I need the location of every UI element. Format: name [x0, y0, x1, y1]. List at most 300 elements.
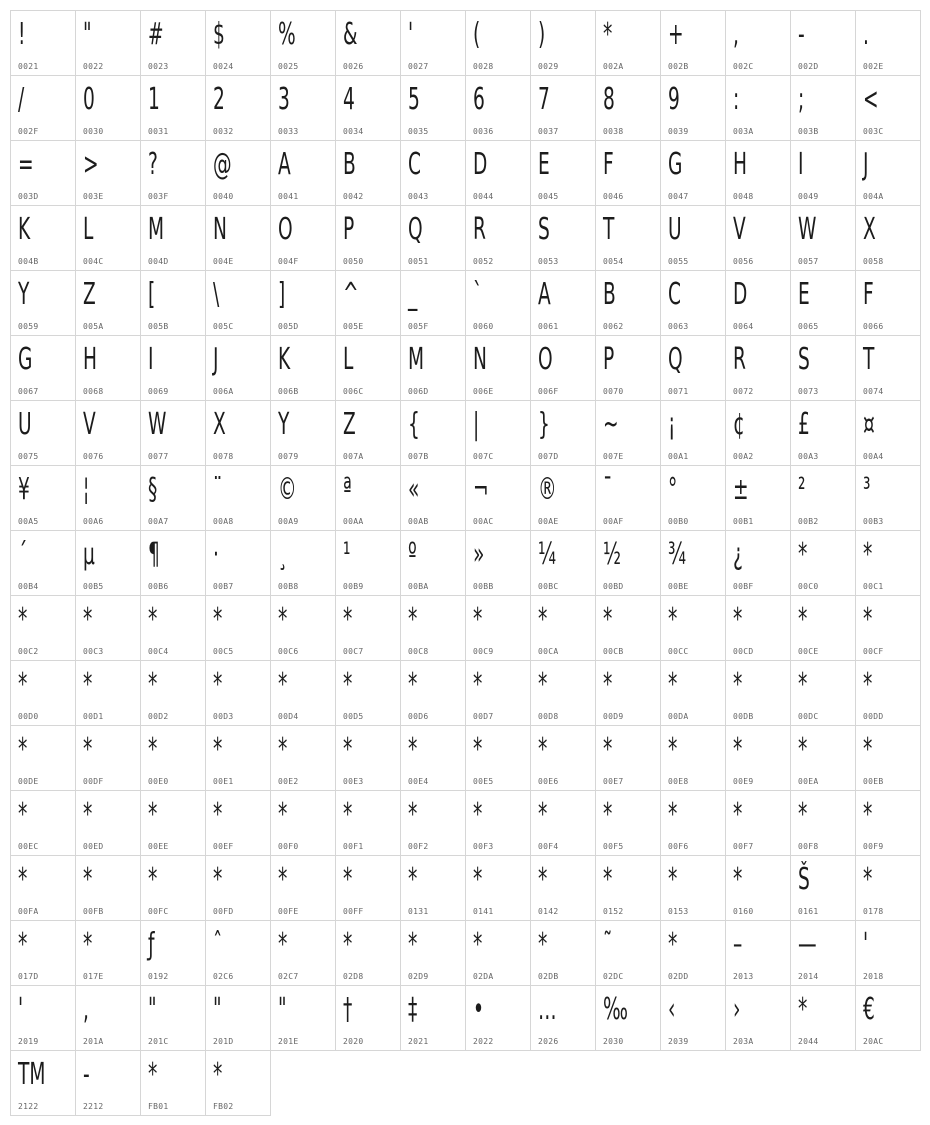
- glyph-sample: *: [18, 667, 28, 702]
- glyph-sample: R: [733, 342, 746, 377]
- glyph-cell: [75, 725, 141, 791]
- glyph-codepoint: 0055: [668, 257, 689, 266]
- glyph-cell: [270, 335, 336, 401]
- glyph-cell: [465, 790, 531, 856]
- glyph-cell: [530, 985, 596, 1051]
- glyph-cell: [140, 790, 206, 856]
- glyph-codepoint: 004B: [18, 257, 39, 266]
- glyph-codepoint: 00A3: [798, 452, 819, 461]
- glyph-sample: 5: [408, 82, 420, 117]
- glyph-codepoint: 0142: [538, 907, 559, 916]
- glyph-sample: *: [18, 732, 28, 767]
- glyph-sample: D: [733, 277, 748, 312]
- glyph-cell: [465, 465, 531, 531]
- glyph-sample: ¥: [18, 472, 30, 507]
- glyph-codepoint: 002F: [18, 127, 39, 136]
- glyph-sample: *: [343, 602, 353, 637]
- glyph-sample: *: [733, 667, 743, 702]
- glyph-sample: (: [473, 17, 481, 52]
- glyph-codepoint: 00BF: [733, 582, 754, 591]
- glyph-cell: [660, 10, 726, 76]
- glyph-codepoint: 0035: [408, 127, 429, 136]
- glyph-sample: *: [408, 927, 418, 962]
- glyph-codepoint: 00D0: [18, 712, 39, 721]
- glyph-codepoint: 02C6: [213, 972, 234, 981]
- glyph-codepoint: 006F: [538, 387, 559, 396]
- glyph-cell: [335, 855, 401, 921]
- glyph-sample: ‡: [408, 992, 418, 1027]
- glyph-cell: [205, 790, 271, 856]
- glyph-codepoint: 2212: [83, 1102, 104, 1111]
- glyph-codepoint: 00F4: [538, 842, 559, 851]
- glyph-cell: [270, 205, 336, 271]
- glyph-sample: ª: [343, 472, 352, 507]
- glyph-sample: *: [83, 797, 93, 832]
- glyph-cell: [10, 400, 76, 466]
- glyph-codepoint: 00F6: [668, 842, 689, 851]
- glyph-codepoint: 00AA: [343, 517, 364, 526]
- glyph-cell: [855, 335, 921, 401]
- glyph-codepoint: 00BD: [603, 582, 624, 591]
- glyph-sample: .: [863, 17, 869, 52]
- glyph-sample: –: [733, 927, 743, 962]
- glyph-cell: [205, 725, 271, 791]
- glyph-codepoint: 00FF: [343, 907, 364, 916]
- glyph-cell: [335, 725, 401, 791]
- glyph-sample: 6: [473, 82, 485, 117]
- glyph-cell: [530, 465, 596, 531]
- glyph-sample: ,: [83, 992, 89, 1027]
- glyph-codepoint: 00C2: [18, 647, 39, 656]
- glyph-sample: ,: [733, 17, 739, 52]
- glyph-codepoint: 0046: [603, 192, 624, 201]
- glyph-sample: \: [213, 277, 220, 312]
- glyph-codepoint: 00D5: [343, 712, 364, 721]
- glyph-cell: [205, 660, 271, 726]
- glyph-cell: [595, 75, 661, 141]
- glyph-cell: [465, 335, 531, 401]
- glyph-codepoint: 004E: [213, 257, 234, 266]
- glyph-sample: *: [408, 732, 418, 767]
- glyph-sample: ‰: [603, 992, 628, 1027]
- glyph-codepoint: 004D: [148, 257, 169, 266]
- glyph-cell: [75, 790, 141, 856]
- glyph-codepoint: 00E7: [603, 777, 624, 786]
- glyph-codepoint: 00B5: [83, 582, 104, 591]
- glyph-cell: [855, 920, 921, 986]
- glyph-sample: G: [18, 342, 33, 377]
- glyph-codepoint: 00A2: [733, 452, 754, 461]
- glyph-codepoint: 00E4: [408, 777, 429, 786]
- glyph-sample: `: [473, 277, 483, 312]
- glyph-cell: [595, 660, 661, 726]
- glyph-codepoint: 201C: [148, 1037, 169, 1046]
- glyph-cell: [790, 920, 856, 986]
- glyph-cell: [595, 465, 661, 531]
- glyph-sample: *: [213, 667, 223, 702]
- glyph-sample: *: [278, 862, 288, 897]
- glyph-cell: [75, 920, 141, 986]
- glyph-cell: [140, 530, 206, 596]
- glyph-codepoint: 00C1: [863, 582, 884, 591]
- glyph-cell: [855, 205, 921, 271]
- glyph-sample: €: [863, 992, 875, 1027]
- glyph-sample: A: [538, 277, 551, 312]
- glyph-codepoint: 00A9: [278, 517, 299, 526]
- glyph-sample: *: [603, 862, 613, 897]
- glyph-sample: *: [473, 862, 483, 897]
- glyph-cell: [725, 985, 791, 1051]
- glyph-sample: 2: [213, 82, 225, 117]
- glyph-sample: *: [83, 732, 93, 767]
- glyph-codepoint: 0024: [213, 62, 234, 71]
- glyph-codepoint: 2044: [798, 1037, 819, 1046]
- glyph-codepoint: 0044: [473, 192, 494, 201]
- glyph-cell: [855, 400, 921, 466]
- glyph-sample: V: [733, 212, 746, 247]
- glyph-cell: [660, 75, 726, 141]
- glyph-codepoint: 0061: [538, 322, 559, 331]
- glyph-cell: [140, 140, 206, 206]
- glyph-cell: [140, 205, 206, 271]
- glyph-codepoint: 00B3: [863, 517, 884, 526]
- glyph-codepoint: 00C0: [798, 582, 819, 591]
- glyph-sample: U: [18, 407, 32, 442]
- glyph-cell: [725, 140, 791, 206]
- glyph-sample: 0: [83, 82, 95, 117]
- glyph-cell: [75, 530, 141, 596]
- glyph-cell: [10, 660, 76, 726]
- glyph-sample: F: [863, 277, 874, 312]
- glyph-cell: [530, 595, 596, 661]
- glyph-codepoint: 00CB: [603, 647, 624, 656]
- glyph-cell: [400, 10, 466, 76]
- glyph-codepoint: 00A1: [668, 452, 689, 461]
- glyph-sample: I: [798, 147, 804, 182]
- glyph-codepoint: 00D2: [148, 712, 169, 721]
- glyph-codepoint: 0033: [278, 127, 299, 136]
- glyph-sample: ~: [603, 407, 619, 442]
- glyph-cell: [725, 855, 791, 921]
- glyph-cell: [790, 205, 856, 271]
- glyph-codepoint: 00B2: [798, 517, 819, 526]
- glyph-codepoint: 005E: [343, 322, 364, 331]
- glyph-codepoint: 0064: [733, 322, 754, 331]
- glyph-sample: *: [408, 667, 418, 702]
- glyph-sample: ": [213, 992, 222, 1027]
- glyph-sample: S: [798, 342, 810, 377]
- glyph-codepoint: 006C: [343, 387, 364, 396]
- glyph-cell: [10, 335, 76, 401]
- glyph-sample: *: [408, 797, 418, 832]
- glyph-codepoint: 00E9: [733, 777, 754, 786]
- glyph-cell: [10, 205, 76, 271]
- glyph-sample: *: [473, 927, 483, 962]
- glyph-sample: ˆ: [213, 927, 223, 962]
- glyph-sample: P: [603, 342, 615, 377]
- glyph-codepoint: 00B9: [343, 582, 364, 591]
- glyph-cell: [660, 920, 726, 986]
- glyph-sample: º: [408, 537, 417, 572]
- glyph-cell: [400, 75, 466, 141]
- glyph-cell: [335, 595, 401, 661]
- glyph-cell: [855, 855, 921, 921]
- glyph-sample: ¶: [148, 537, 160, 572]
- glyph-cell: [530, 790, 596, 856]
- glyph-sample: ?: [148, 147, 158, 182]
- glyph-codepoint: 017D: [18, 972, 39, 981]
- glyph-codepoint: 0077: [148, 452, 169, 461]
- glyph-cell: [140, 335, 206, 401]
- glyph-sample: Š: [798, 862, 810, 897]
- glyph-cell: [790, 75, 856, 141]
- glyph-codepoint: 0045: [538, 192, 559, 201]
- glyph-codepoint: 00EA: [798, 777, 819, 786]
- glyph-codepoint: 0058: [863, 257, 884, 266]
- glyph-cell: [855, 595, 921, 661]
- glyph-sample: *: [83, 667, 93, 702]
- glyph-cell: [140, 660, 206, 726]
- glyph-sample: R: [473, 212, 486, 247]
- glyph-cell: [725, 10, 791, 76]
- glyph-cell: [855, 10, 921, 76]
- glyph-codepoint: 002A: [603, 62, 624, 71]
- glyph-codepoint: 0141: [473, 907, 494, 916]
- glyph-cell: [530, 270, 596, 336]
- glyph-cell: [270, 920, 336, 986]
- glyph-codepoint: 00F2: [408, 842, 429, 851]
- glyph-codepoint: 003A: [733, 127, 754, 136]
- glyph-codepoint: 00BC: [538, 582, 559, 591]
- glyph-cell: [660, 335, 726, 401]
- glyph-codepoint: 0037: [538, 127, 559, 136]
- glyph-cell: [595, 985, 661, 1051]
- glyph-sample: *: [538, 927, 548, 962]
- glyph-codepoint: 005A: [83, 322, 104, 331]
- glyph-cell: [465, 595, 531, 661]
- glyph-cell: [140, 465, 206, 531]
- glyph-sample: »: [473, 537, 485, 572]
- glyph-codepoint: 0059: [18, 322, 39, 331]
- glyph-sample: *: [863, 537, 873, 572]
- glyph-codepoint: 0029: [538, 62, 559, 71]
- glyph-cell: [855, 660, 921, 726]
- glyph-sample: H: [83, 342, 97, 377]
- glyph-codepoint: 00CF: [863, 647, 884, 656]
- glyph-codepoint: 2019: [18, 1037, 39, 1046]
- glyph-sample: *: [863, 602, 873, 637]
- glyph-sample: *: [213, 602, 223, 637]
- glyph-cell: [75, 660, 141, 726]
- glyph-cell: [335, 530, 401, 596]
- glyph-cell: [855, 790, 921, 856]
- glyph-codepoint: 2122: [18, 1102, 39, 1111]
- glyph-sample: *: [733, 602, 743, 637]
- glyph-sample: U: [668, 212, 682, 247]
- glyph-cell: [10, 920, 76, 986]
- glyph-codepoint: 0041: [278, 192, 299, 201]
- glyph-sample: Q: [408, 212, 423, 247]
- glyph-sample: *: [538, 732, 548, 767]
- glyph-codepoint: 00F5: [603, 842, 624, 851]
- glyph-codepoint: 0160: [733, 907, 754, 916]
- glyph-cell: [400, 465, 466, 531]
- glyph-cell: [270, 595, 336, 661]
- glyph-sample: *: [603, 602, 613, 637]
- glyph-codepoint: 0030: [83, 127, 104, 136]
- glyph-codepoint: 00AC: [473, 517, 494, 526]
- glyph-cell: [790, 465, 856, 531]
- glyph-codepoint: 0066: [863, 322, 884, 331]
- glyph-sample: C: [668, 277, 681, 312]
- glyph-codepoint: 006E: [473, 387, 494, 396]
- glyph-sample: —: [798, 927, 817, 962]
- glyph-codepoint: 00AE: [538, 517, 559, 526]
- glyph-sample: *: [148, 1057, 158, 1092]
- glyph-codepoint: 00EF: [213, 842, 234, 851]
- glyph-cell: [660, 140, 726, 206]
- glyph-codepoint: 0043: [408, 192, 429, 201]
- glyph-cell: [725, 595, 791, 661]
- glyph-codepoint: 0078: [213, 452, 234, 461]
- glyph-codepoint: 002E: [863, 62, 884, 71]
- glyph-sample: *: [148, 797, 158, 832]
- glyph-sample: *: [343, 862, 353, 897]
- glyph-codepoint: 00E0: [148, 777, 169, 786]
- glyph-codepoint: 002C: [733, 62, 754, 71]
- glyph-codepoint: 00B4: [18, 582, 39, 591]
- glyph-sample: /: [18, 82, 25, 117]
- glyph-sample: ¬: [473, 472, 489, 507]
- glyph-cell: [335, 985, 401, 1051]
- glyph-cell: [855, 985, 921, 1051]
- glyph-codepoint: 00A7: [148, 517, 169, 526]
- glyph-codepoint: 007D: [538, 452, 559, 461]
- glyph-sample: M: [408, 342, 425, 377]
- glyph-cell: [140, 1050, 206, 1116]
- glyph-sample: W: [148, 407, 167, 442]
- glyph-cell: [335, 335, 401, 401]
- glyph-sample: C: [408, 147, 421, 182]
- glyph-codepoint: 0032: [213, 127, 234, 136]
- glyph-cell: [595, 400, 661, 466]
- glyph-sample: *: [343, 797, 353, 832]
- glyph-sample: *: [18, 797, 28, 832]
- glyph-codepoint: 0131: [408, 907, 429, 916]
- glyph-sample: ¨: [213, 472, 223, 507]
- glyph-sample: V: [83, 407, 96, 442]
- glyph-codepoint: 00DD: [863, 712, 884, 721]
- glyph-cell: [725, 270, 791, 336]
- glyph-codepoint: 0068: [83, 387, 104, 396]
- glyph-cell: [790, 790, 856, 856]
- glyph-cell: [595, 920, 661, 986]
- glyph-codepoint: 00E3: [343, 777, 364, 786]
- glyph-codepoint: 00A4: [863, 452, 884, 461]
- glyph-sample: *: [798, 732, 808, 767]
- glyph-codepoint: FB01: [148, 1102, 169, 1111]
- glyph-sample: TM: [18, 1057, 46, 1092]
- glyph-sample: *: [798, 667, 808, 702]
- glyph-codepoint: 00A8: [213, 517, 234, 526]
- glyph-sample: *: [148, 862, 158, 897]
- glyph-sample: *: [278, 797, 288, 832]
- glyph-sample: X: [213, 407, 226, 442]
- glyph-codepoint: 0040: [213, 192, 234, 201]
- glyph-sample: L: [343, 342, 354, 377]
- glyph-sample: *: [213, 797, 223, 832]
- glyph-sample: D: [473, 147, 488, 182]
- glyph-sample: H: [733, 147, 747, 182]
- glyph-codepoint: 003F: [148, 192, 169, 201]
- glyph-cell: [465, 140, 531, 206]
- glyph-codepoint: 00E1: [213, 777, 234, 786]
- glyph-codepoint: 00CA: [538, 647, 559, 656]
- glyph-sample: *: [668, 797, 678, 832]
- glyph-codepoint: 002D: [798, 62, 819, 71]
- glyph-codepoint: 2014: [798, 972, 819, 981]
- glyph-codepoint: 00DB: [733, 712, 754, 721]
- glyph-cell: [270, 75, 336, 141]
- glyph-codepoint: 0047: [668, 192, 689, 201]
- glyph-sample: *: [473, 602, 483, 637]
- glyph-cell: [855, 75, 921, 141]
- glyph-codepoint: 00C9: [473, 647, 494, 656]
- glyph-sample: ': [863, 927, 869, 962]
- glyph-codepoint: 02DB: [538, 972, 559, 981]
- glyph-cell: [530, 75, 596, 141]
- glyph-sample: -: [798, 17, 805, 52]
- glyph-sample: Z: [343, 407, 356, 442]
- glyph-codepoint: 00CD: [733, 647, 754, 656]
- glyph-sample: *: [538, 667, 548, 702]
- glyph-cell: [595, 270, 661, 336]
- glyph-sample: *: [668, 862, 678, 897]
- glyph-codepoint: 002B: [668, 62, 689, 71]
- glyph-codepoint: 2022: [473, 1037, 494, 1046]
- glyph-sample: ®: [538, 472, 557, 507]
- glyph-cell: [270, 790, 336, 856]
- glyph-codepoint: 0065: [798, 322, 819, 331]
- glyph-sample: A: [278, 147, 291, 182]
- glyph-cell: [855, 140, 921, 206]
- glyph-codepoint: 00C6: [278, 647, 299, 656]
- glyph-cell: [660, 530, 726, 596]
- glyph-sample: …: [538, 992, 557, 1027]
- glyph-cell: [75, 335, 141, 401]
- glyph-sample: *: [538, 862, 548, 897]
- glyph-codepoint: 00D1: [83, 712, 104, 721]
- glyph-sample: *: [18, 862, 28, 897]
- glyph-sample: [: [148, 277, 156, 312]
- glyph-sample: *: [733, 797, 743, 832]
- glyph-sample: O: [278, 212, 293, 247]
- glyph-cell: [205, 270, 271, 336]
- glyph-cell: [465, 530, 531, 596]
- glyph-codepoint: 007B: [408, 452, 429, 461]
- glyph-cell: [400, 790, 466, 856]
- glyph-cell: [725, 205, 791, 271]
- glyph-sample: W: [798, 212, 817, 247]
- glyph-codepoint: 00FD: [213, 907, 234, 916]
- glyph-cell: [10, 10, 76, 76]
- glyph-sample: *: [18, 927, 28, 962]
- glyph-sample: ': [408, 17, 414, 52]
- glyph-cell: [595, 335, 661, 401]
- glyph-codepoint: 201D: [213, 1037, 234, 1046]
- glyph-cell: [790, 660, 856, 726]
- glyph-cell: [205, 335, 271, 401]
